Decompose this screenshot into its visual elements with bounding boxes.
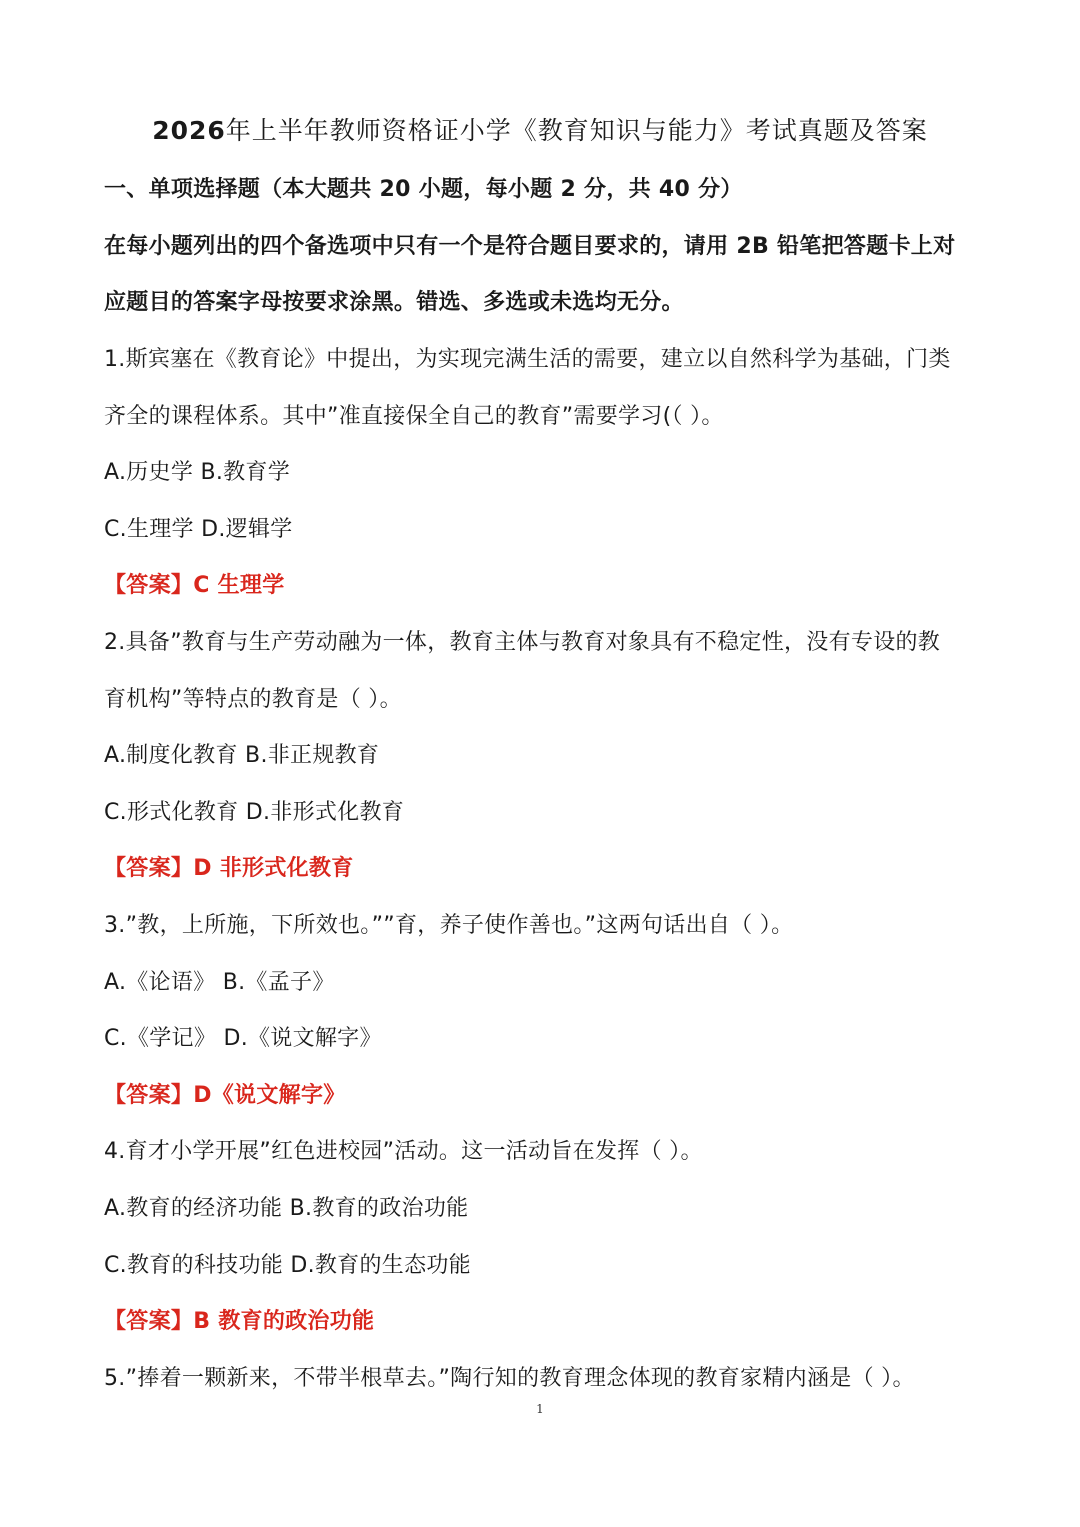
instructions-line-2: 应题目的答案字母按要求涂黑。错选、多选或未选均无分。 xyxy=(104,290,684,315)
question-3-stem-line-1: 3.”教，上所施，下所效也。””育，养子使作善也。”这两句话出自（ ）。 xyxy=(104,913,794,938)
title-text: 年上半年教师资格证小学《教育知识与能力》考试真题及答案 xyxy=(225,116,928,145)
question-2-options-line-2: C.形式化教育 D.非形式化教育 xyxy=(104,800,405,825)
question-4-answer: 【答案】B 教育的政治功能 xyxy=(104,1309,375,1334)
question-2-stem-line-2: 育机构”等特点的教育是（ ）。 xyxy=(104,687,402,712)
question-4-options-line-1: A.教育的经济功能 B.教育的政治功能 xyxy=(104,1196,469,1221)
instructions-line-1: 在每小题列出的四个备选项中只有一个是符合题目要求的，请用 2B 铅笔把答题卡上对 xyxy=(104,234,956,259)
question-2-answer: 【答案】D 非形式化教育 xyxy=(104,856,354,881)
question-1-stem-line-1: 1.斯宾塞在《教育论》中提出，为实现完满生活的需要，建立以自然科学为基础，门类 xyxy=(104,347,951,372)
section-heading: 一、单项选择题（本大题共 20 小题，每小题 2 分，共 40 分） xyxy=(104,177,743,202)
question-4-options-line-2: C.教育的科技功能 D.教育的生态功能 xyxy=(104,1253,471,1278)
question-3-options-line-1: A.《论语》 B.《孟子》 xyxy=(104,970,335,995)
question-3-options-line-2: C.《学记》 D.《说文解字》 xyxy=(104,1026,382,1051)
question-1-stem-line-2: 齐全的课程体系。其中”准直接保全自己的教育”需要学习(（ ）。 xyxy=(104,404,724,429)
question-3-answer: 【答案】D《说文解字》 xyxy=(104,1083,346,1108)
question-2-options-line-1: A.制度化教育 B.非正规教育 xyxy=(104,743,380,768)
question-5-stem-line-1: 5.”捧着一颗新来，不带半根草去。”陶行知的教育理念体现的教育家精内涵是（ ）。 xyxy=(104,1366,915,1391)
document-title xyxy=(0,114,1080,148)
title-year: 2026 xyxy=(152,116,226,145)
page-number: 1 xyxy=(536,1402,544,1416)
question-1-options-line-2: C.生理学 D.逻辑学 xyxy=(104,517,293,542)
question-2-stem-line-1: 2.具备”教育与生产劳动融为一体，教育主体与教育对象具有不稳定性，没有专设的教 xyxy=(104,630,941,655)
question-1-options-line-1: A.历史学 B.教育学 xyxy=(104,460,291,485)
question-1-answer: 【答案】C 生理学 xyxy=(104,573,285,598)
question-4-stem-line-1: 4.育才小学开展”红色进校园”活动。这一活动旨在发挥（ ）。 xyxy=(104,1139,703,1164)
